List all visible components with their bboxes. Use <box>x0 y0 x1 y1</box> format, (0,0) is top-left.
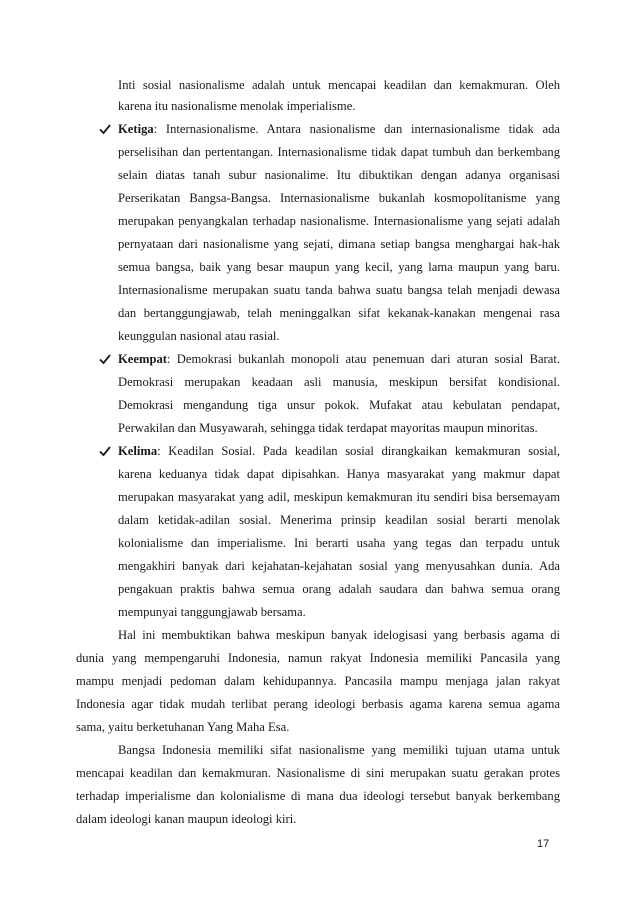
bullet-label: Ketiga <box>118 122 154 136</box>
bullet-line <box>118 352 560 367</box>
check-icon <box>98 352 112 366</box>
text-line: pernyataan dari nasionalisme yang sejati, dimana setiap bangsa menghargai hak-hak <box>118 237 560 251</box>
text-line: Hal ini membuktikan bahwa meskipun banyak idelogisasi yang berbasis agama di <box>118 628 560 642</box>
bullet-text: : Keadilan Sosial. Pada keadilan sosial dirangkaikan kemakmuran sosial, <box>157 444 560 458</box>
text-line: dunia yang mempengaruhi Indonesia, namun rakyat Indonesia memiliki Pancasila yang <box>76 651 560 665</box>
text-line: mempunyai tanggungjawab bersama. <box>118 605 306 619</box>
bullet-line <box>118 122 560 137</box>
text-line: dalam ketidak-adilan sosial. Menerima prinsip keadilan sosial berarti menolak <box>118 513 560 527</box>
bullet-label: Keempat <box>118 352 167 366</box>
text-line: selain diatas tanah subur nasionalime. Itu dibuktikan dengan adanya organisasi <box>118 168 560 182</box>
text-line: Perserikatan Bangsa-Bangsa. Internasionalisme bukanlah kosmopolitanisme yang <box>118 191 560 205</box>
text-line: Inti sosial nasionalisme adalah untuk mencapai keadilan dan kemakmuran. Oleh <box>118 78 560 92</box>
text-line: dalam ideologi kanan maupun ideologi kiri. <box>76 812 297 826</box>
text-line: terhadap imperialisme dan kolonialisme di mana dua ideologi tersebut banyak berkembang <box>76 789 560 803</box>
bullet-text: : Internasionalisme. Antara nasionalisme dan internasionalisme tidak ada <box>153 122 560 136</box>
text-line: mengakhiri banyak dari kejahatan-kejahatan sosial yang menyusahkan dunia. Ada <box>118 559 560 573</box>
text-line: merupakan penyangkalan terhadap nasionalisme. Internasionalisme yang sejati adalah <box>118 214 560 228</box>
text-line: mencapai keadilan dan kemakmuran. Nasionalisme di sini merupakan suatu gerakan protes <box>76 766 560 780</box>
text-line: keunggulan nasional atau rasial. <box>118 329 280 343</box>
bullet-label: Kelima <box>118 444 158 458</box>
text-line: kolonialisme dan imperialisme. Ini berarti usaha yang tegas dan terpadu untuk <box>118 536 560 550</box>
text-line: mampu menjadi pedoman dalam kehidupannya. Pancasila mampu menjaga jalan rakyat <box>76 674 560 688</box>
text-line: Demokrasi merupakan keadaan asli manusia, meskipun bersifat kondisional. <box>118 375 560 389</box>
text-line: perselisihan dan pertentangan. Internasionalisme tidak dapat tumbuh dan berkembang <box>118 145 560 159</box>
check-icon <box>98 444 112 458</box>
text-line: Indonesia agar tidak mudah terlibat perang ideologi berbasis agama karena semua agama <box>76 697 560 711</box>
bullet-line <box>118 444 560 459</box>
text-line: sama, yaitu berketuhanan Yang Maha Esa. <box>76 720 290 734</box>
page-number: 17 <box>537 838 550 850</box>
bullet-text: : Demokrasi bukanlah monopoli atau penemuan dari aturan sosial Barat. <box>166 352 560 366</box>
text-line: karena keduanya tidak dapat dipisahkan. Hanya masyarakat yang makmur dapat <box>118 467 560 481</box>
text-line: semua bangsa, baik yang besar maupun yang kecil, yang lama maupun yang baru. <box>118 260 560 274</box>
check-icon <box>98 122 112 136</box>
text-line: pengakuan praktis bahwa semua orang adalah saudara dan bahwa semua orang <box>118 582 560 596</box>
text-line: Internasionalisme merupakan suatu tanda bahwa suatu bangsa telah menjadi dewasa <box>118 283 560 297</box>
text-line: karena itu nasionalisme menolak imperialisme. <box>118 99 356 113</box>
text-line: Demokrasi mengandung tiga unsur pokok. Mufakat atau kebulatan pendapat, <box>118 398 560 412</box>
text-line: merupakan masyarakat yang adil, meskipun kemakmuran itu sendiri bisa bersemayam <box>118 490 560 504</box>
text-line: Perwakilan dan Musyawarah, sehingga tidak terdapat mayoritas maupun minoritas. <box>118 421 538 435</box>
text-line: Bangsa Indonesia memiliki sifat nasionalisme yang memiliki tujuan utama untuk <box>118 743 560 757</box>
text-line: dan bertanggungjawab, telah meninggalkan sifat kekanak-kanakan mengenai rasa <box>118 306 560 320</box>
